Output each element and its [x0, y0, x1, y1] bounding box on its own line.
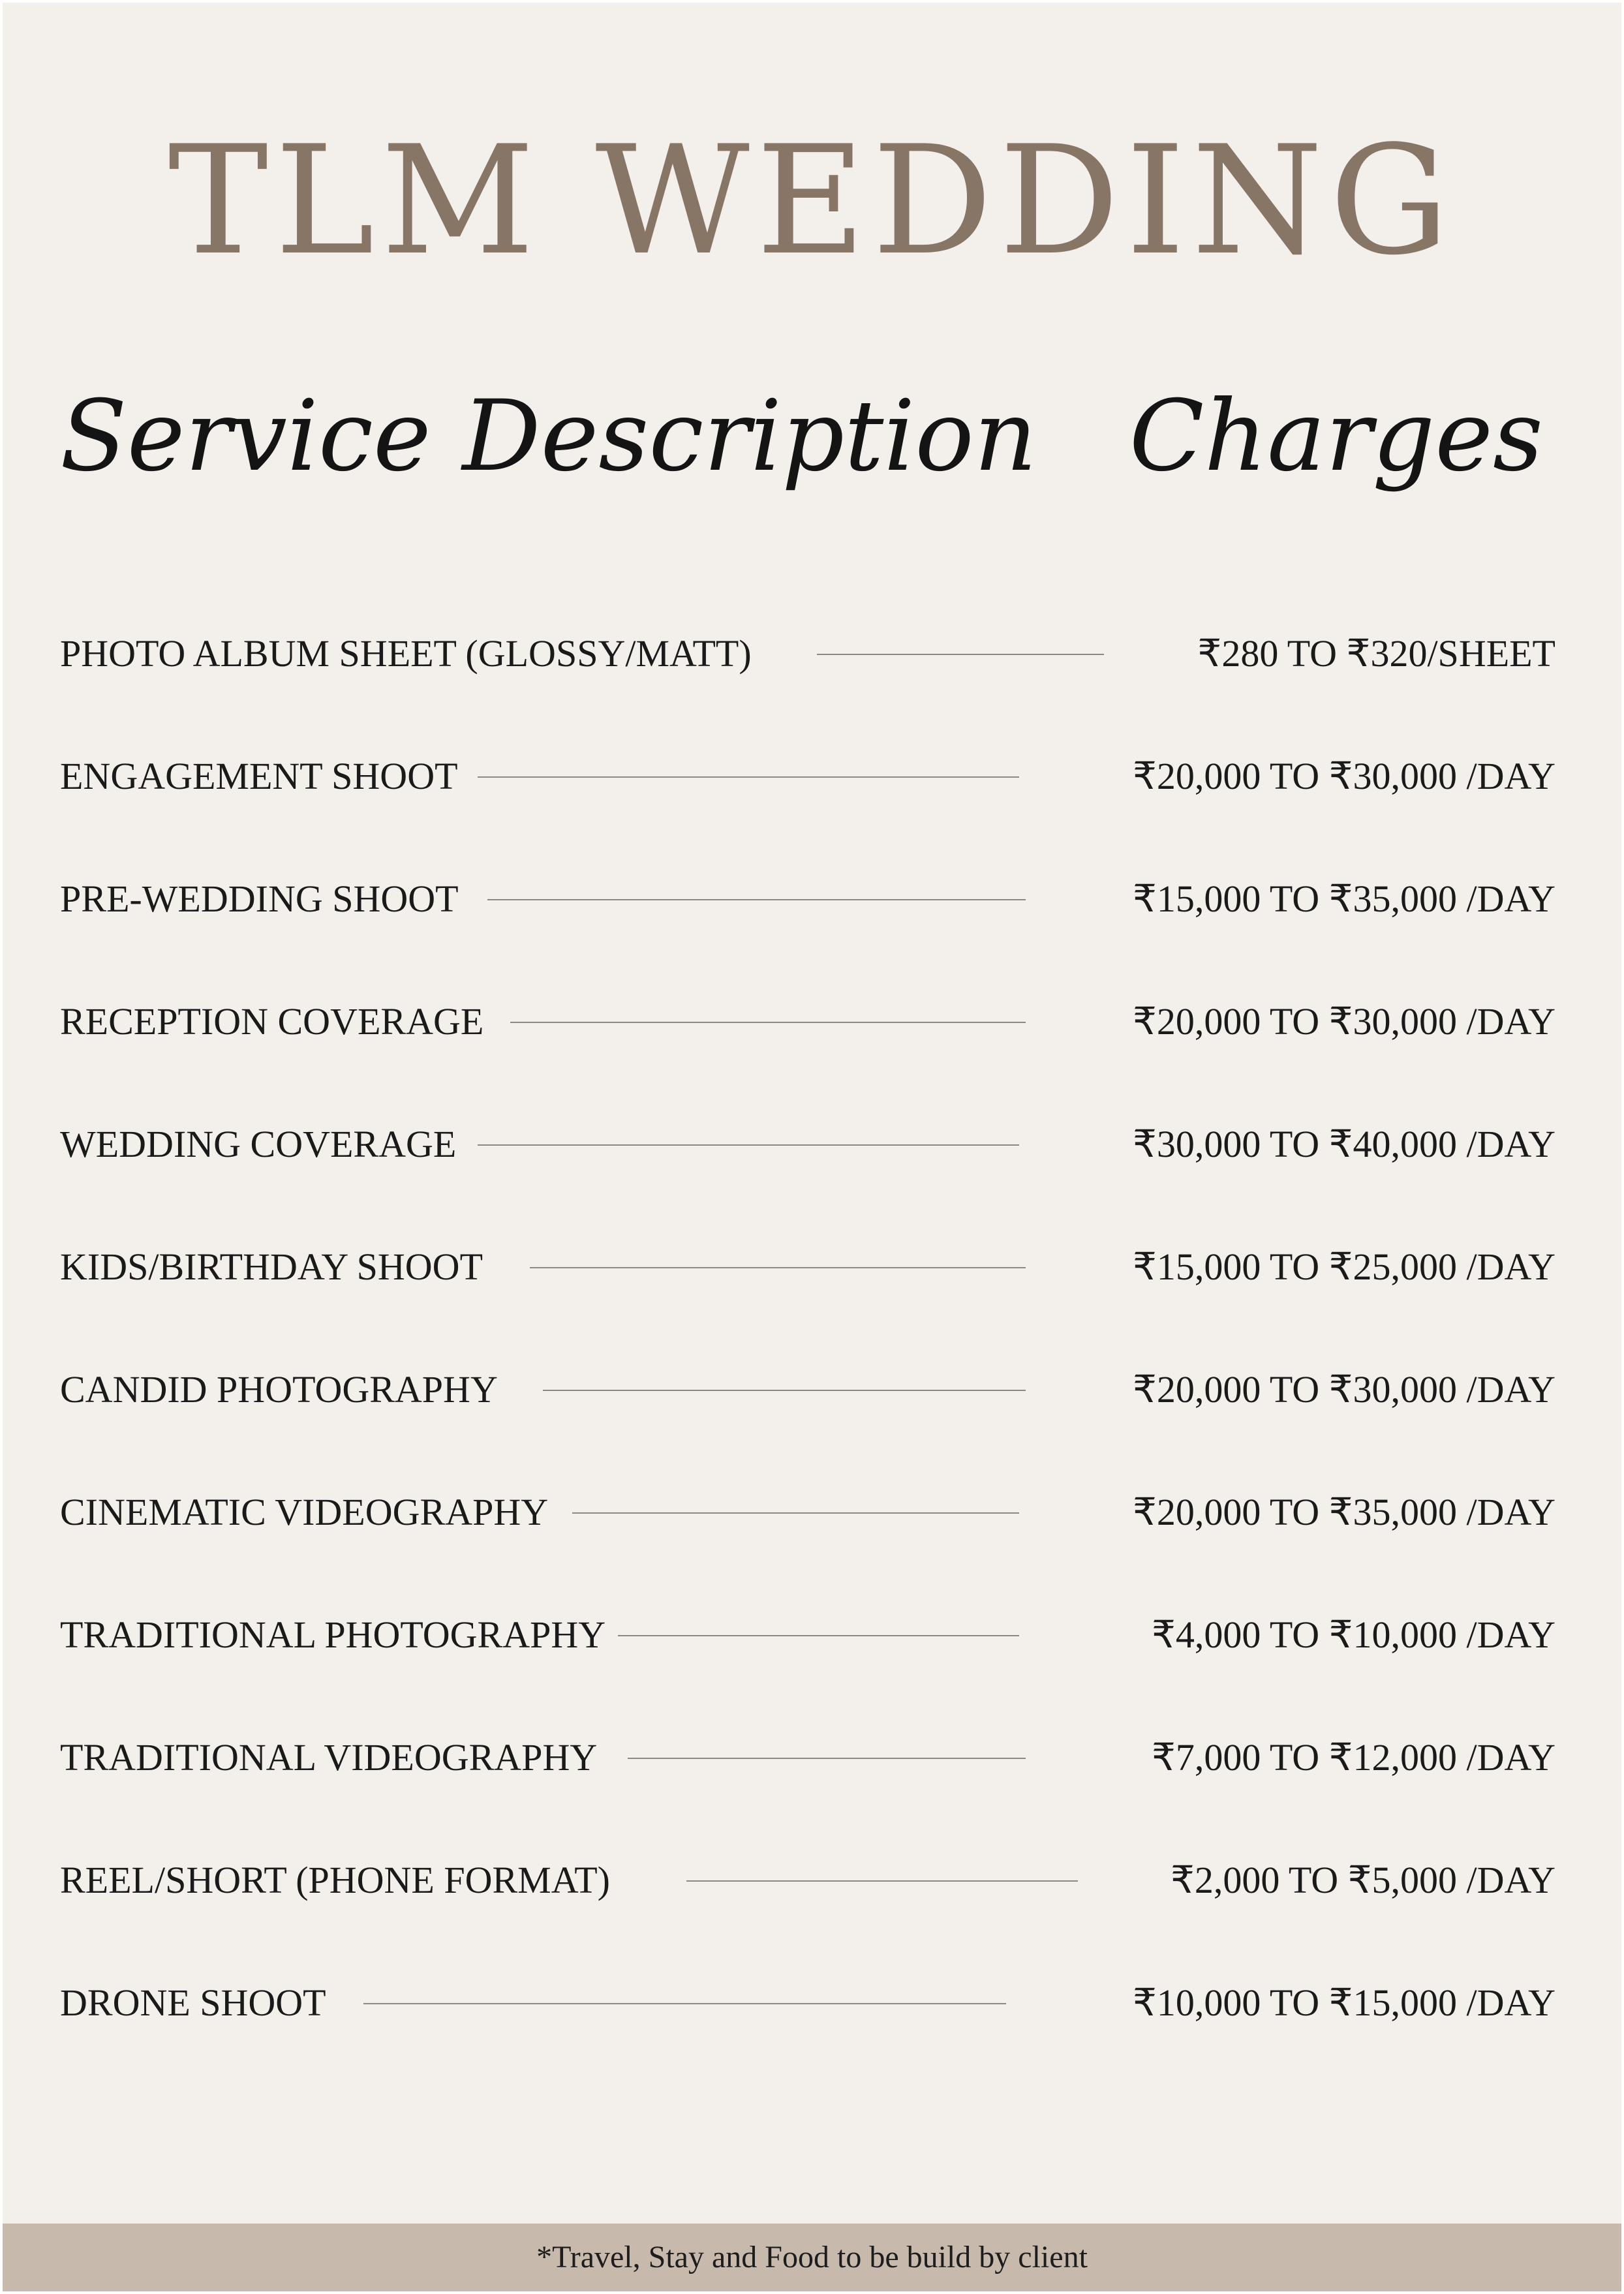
leader-line [618, 1635, 1019, 1636]
service-name: DRONE SHOOT [60, 1981, 326, 2024]
service-description-heading: Service Description [60, 380, 1037, 493]
leader-line [478, 776, 1019, 778]
leader-line [478, 1144, 1019, 1146]
footer-band [3, 2224, 1621, 2291]
service-row [60, 1364, 1555, 1416]
footer-note: *Travel, Stay and Food to be build by client [536, 2240, 1088, 2274]
service-row [60, 1609, 1555, 1661]
service-price: ₹7,000 TO ₹12,000 /DAY [1152, 1736, 1555, 1779]
service-price: ₹10,000 TO ₹15,000 /DAY [1133, 1981, 1555, 2024]
service-name: PHOTO ALBUM SHEET (GLOSSY/MATT) [60, 632, 752, 675]
leader-line [510, 1022, 1026, 1023]
leader-line [487, 899, 1026, 900]
service-name: CANDID PHOTOGRAPHY [60, 1368, 498, 1411]
service-name: WEDDING COVERAGE [60, 1123, 457, 1165]
leader-line [572, 1512, 1019, 1514]
service-name: PRE-WEDDING SHOOT [60, 878, 459, 920]
price-list-page [3, 3, 1621, 2291]
service-price: ₹280 TO ₹320/SHEET [1197, 632, 1555, 675]
page-title: TLM WEDDING [168, 114, 1456, 288]
leader-line [530, 1267, 1026, 1268]
leader-line [686, 1880, 1078, 1882]
service-row [60, 1977, 1555, 2029]
service-price: ₹20,000 TO ₹30,000 /DAY [1133, 755, 1555, 797]
service-row [60, 996, 1555, 1048]
service-price: ₹30,000 TO ₹40,000 /DAY [1133, 1123, 1555, 1165]
service-price: ₹4,000 TO ₹10,000 /DAY [1152, 1613, 1555, 1656]
service-row [60, 1854, 1555, 1906]
service-name: ENGAGEMENT SHOOT [60, 755, 458, 797]
service-row [60, 1241, 1555, 1293]
service-row [60, 628, 1555, 680]
leader-line [628, 1758, 1026, 1759]
service-price: ₹20,000 TO ₹35,000 /DAY [1133, 1491, 1555, 1533]
service-row [60, 1118, 1555, 1170]
leader-line [817, 654, 1104, 655]
service-row [60, 1732, 1555, 1784]
service-price: ₹15,000 TO ₹25,000 /DAY [1133, 1246, 1555, 1288]
service-name: TRADITIONAL VIDEOGRAPHY [60, 1736, 598, 1779]
service-name: KIDS/BIRTHDAY SHOOT [60, 1246, 483, 1288]
charges-heading: Charges [1129, 380, 1543, 493]
leader-line [363, 2003, 1006, 2004]
service-name: CINEMATIC VIDEOGRAPHY [60, 1491, 549, 1533]
service-name: TRADITIONAL PHOTOGRAPHY [60, 1613, 606, 1656]
service-row [60, 1486, 1555, 1538]
service-price: ₹20,000 TO ₹30,000 /DAY [1133, 1000, 1555, 1043]
service-price: ₹15,000 TO ₹35,000 /DAY [1133, 878, 1555, 920]
service-name: RECEPTION COVERAGE [60, 1000, 484, 1043]
service-row [60, 750, 1555, 803]
service-price: ₹2,000 TO ₹5,000 /DAY [1171, 1859, 1555, 1901]
service-name: REEL/SHORT (PHONE FORMAT) [60, 1859, 610, 1901]
leader-line [543, 1390, 1026, 1391]
service-price: ₹20,000 TO ₹30,000 /DAY [1133, 1368, 1555, 1411]
service-row [60, 873, 1555, 925]
